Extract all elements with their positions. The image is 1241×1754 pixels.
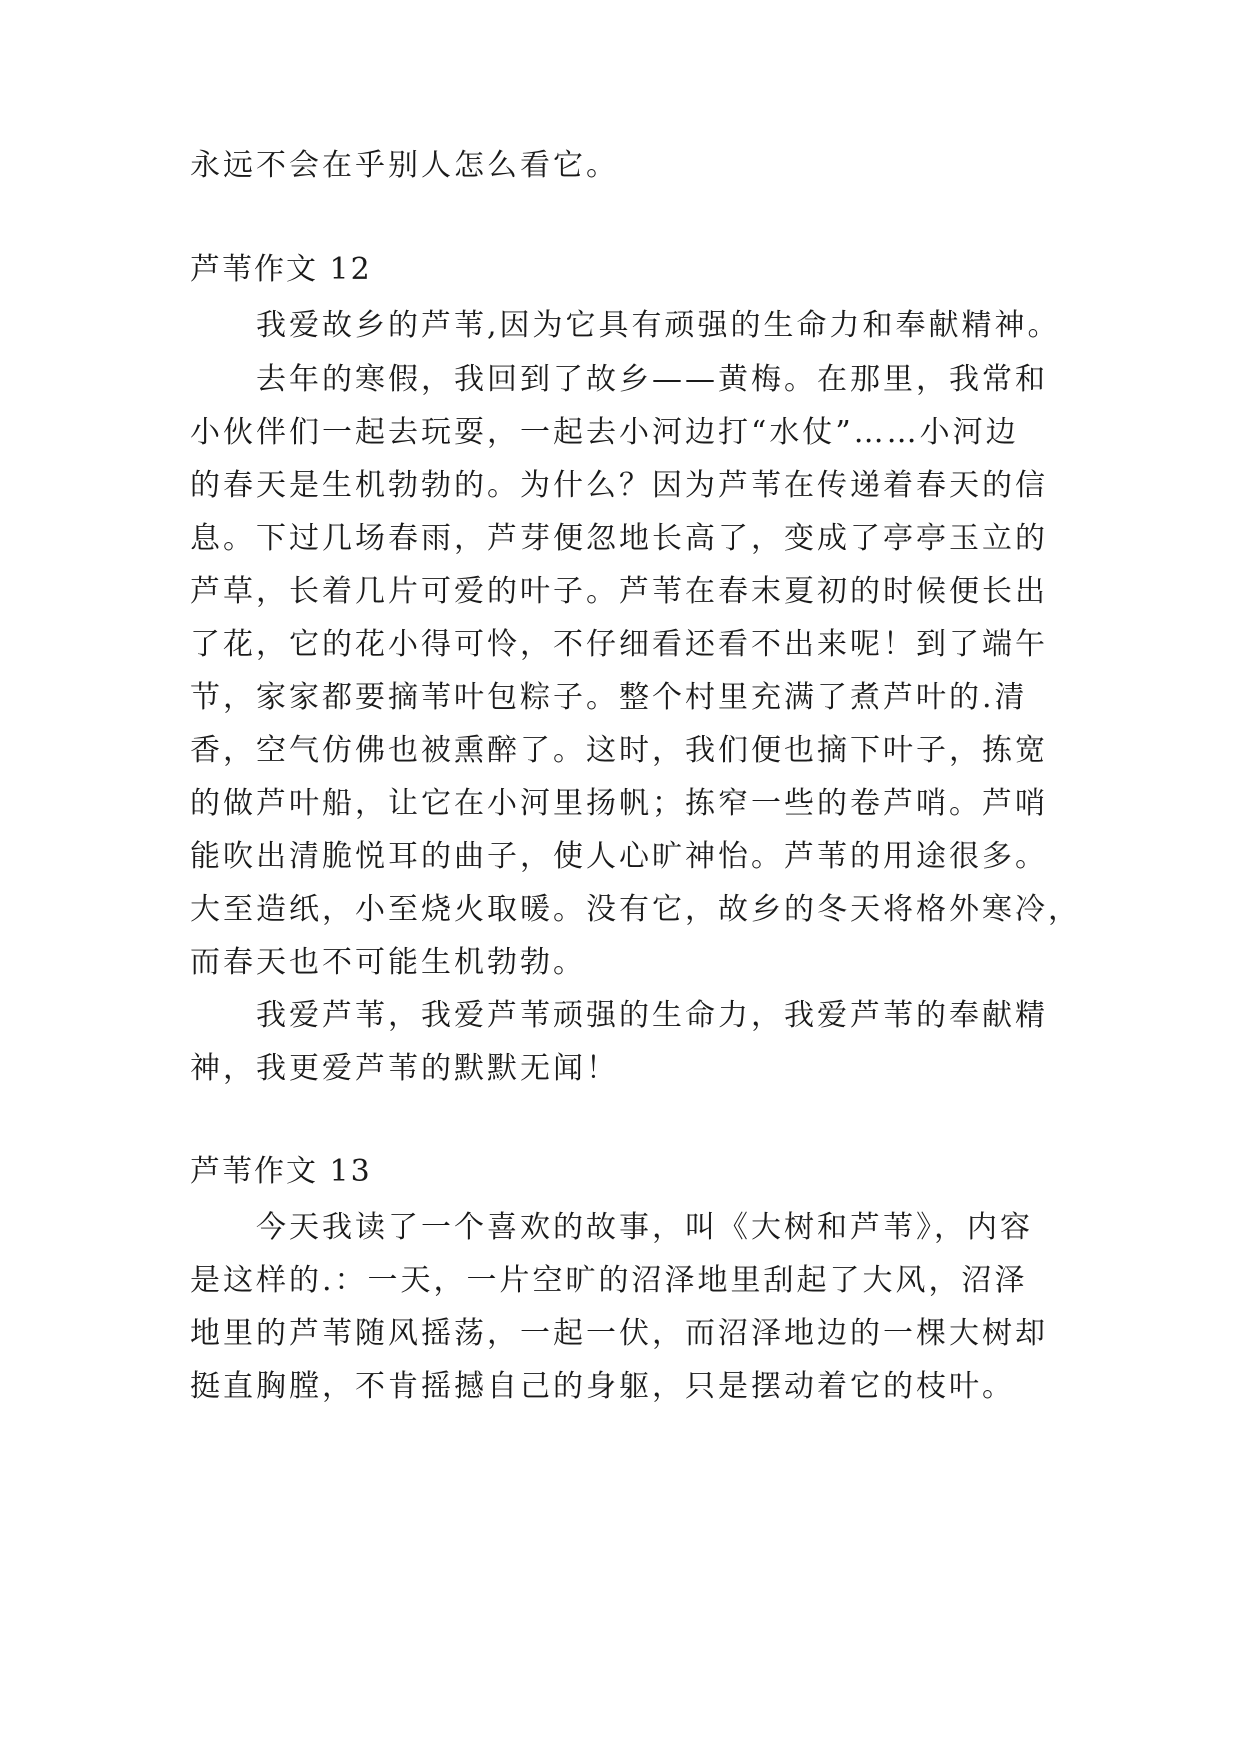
essay-12-paragraph-2-line: 了花，它的花小得可怜，不仔细看还看不出来呢！到了端午 <box>190 627 1048 662</box>
essay-12-paragraph-2-line: 香，空气仿佛也被熏醉了。这时，我们便也摘下叶子，拣宽 <box>190 733 1048 768</box>
essay-12-title: 芦苇作文 12 <box>190 252 372 287</box>
essay-12-paragraph-2-line: 能吹出清脆悦耳的曲子，使人心旷神怡。芦苇的用途很多。 <box>190 839 1048 874</box>
essay-12-paragraph-2-line: 小伙伴们一起去玩耍，一起去小河边打“水仗”……小河边 <box>190 415 1019 450</box>
essay-13-paragraph-1-line: 地里的芦苇随风摇荡，一起一伏，而沼泽地边的一棵大树却 <box>190 1316 1048 1351</box>
essay-13-paragraph-1-line: 是这样的.：一天，一片空旷的沼泽地里刮起了大风，沼泽 <box>190 1263 1028 1298</box>
essay-13-title: 芦苇作文 13 <box>190 1154 372 1189</box>
essay-12-paragraph-2-line: 去年的寒假，我回到了故乡——黄梅。在那里，我常和 <box>256 362 1048 397</box>
essay-12-paragraph-2-line: 息。下过几场春雨，芦芽便忽地长高了，变成了亭亭玉立的 <box>190 521 1048 556</box>
essay-12-paragraph-2-line: 的做芦叶船，让它在小河里扬帆；拣窄一些的卷芦哨。芦哨 <box>190 786 1048 821</box>
essay-12-paragraph-1-line: 我爱故乡的芦苇,因为它具有顽强的生命力和奉献精神。 <box>256 308 1061 343</box>
previous-essay-ending: 永远不会在乎别人怎么看它。 <box>190 148 619 183</box>
essay-13-paragraph-1-line: 挺直胸膛，不肯摇撼自己的身躯，只是摆动着它的枝叶。 <box>190 1369 1015 1404</box>
essay-12-paragraph-2-line: 节，家家都要摘苇叶包粽子。整个村里充满了煮芦叶的.清 <box>190 680 1028 715</box>
essay-12-paragraph-3-line: 神，我更爱芦苇的默默无闻！ <box>190 1051 619 1086</box>
essay-12-paragraph-2-line: 大至造纸，小至烧火取暖。没有它，故乡的冬天将格外寒冷， <box>190 892 1081 927</box>
essay-12-paragraph-2-line: 的春天是生机勃勃的。为什么？因为芦苇在传递着春天的信 <box>190 468 1048 503</box>
essay-12-paragraph-2-line: 芦草，长着几片可爱的叶子。芦苇在春末夏初的时候便长出 <box>190 574 1048 609</box>
essay-13-paragraph-1-line: 今天我读了一个喜欢的故事，叫《大树和芦苇》，内容 <box>256 1210 1033 1245</box>
essay-12-paragraph-3-line: 我爱芦苇，我爱芦苇顽强的生命力，我爱芦苇的奉献精 <box>256 998 1048 1033</box>
essay-12-paragraph-2-line: 而春天也不可能生机勃勃。 <box>190 945 586 980</box>
